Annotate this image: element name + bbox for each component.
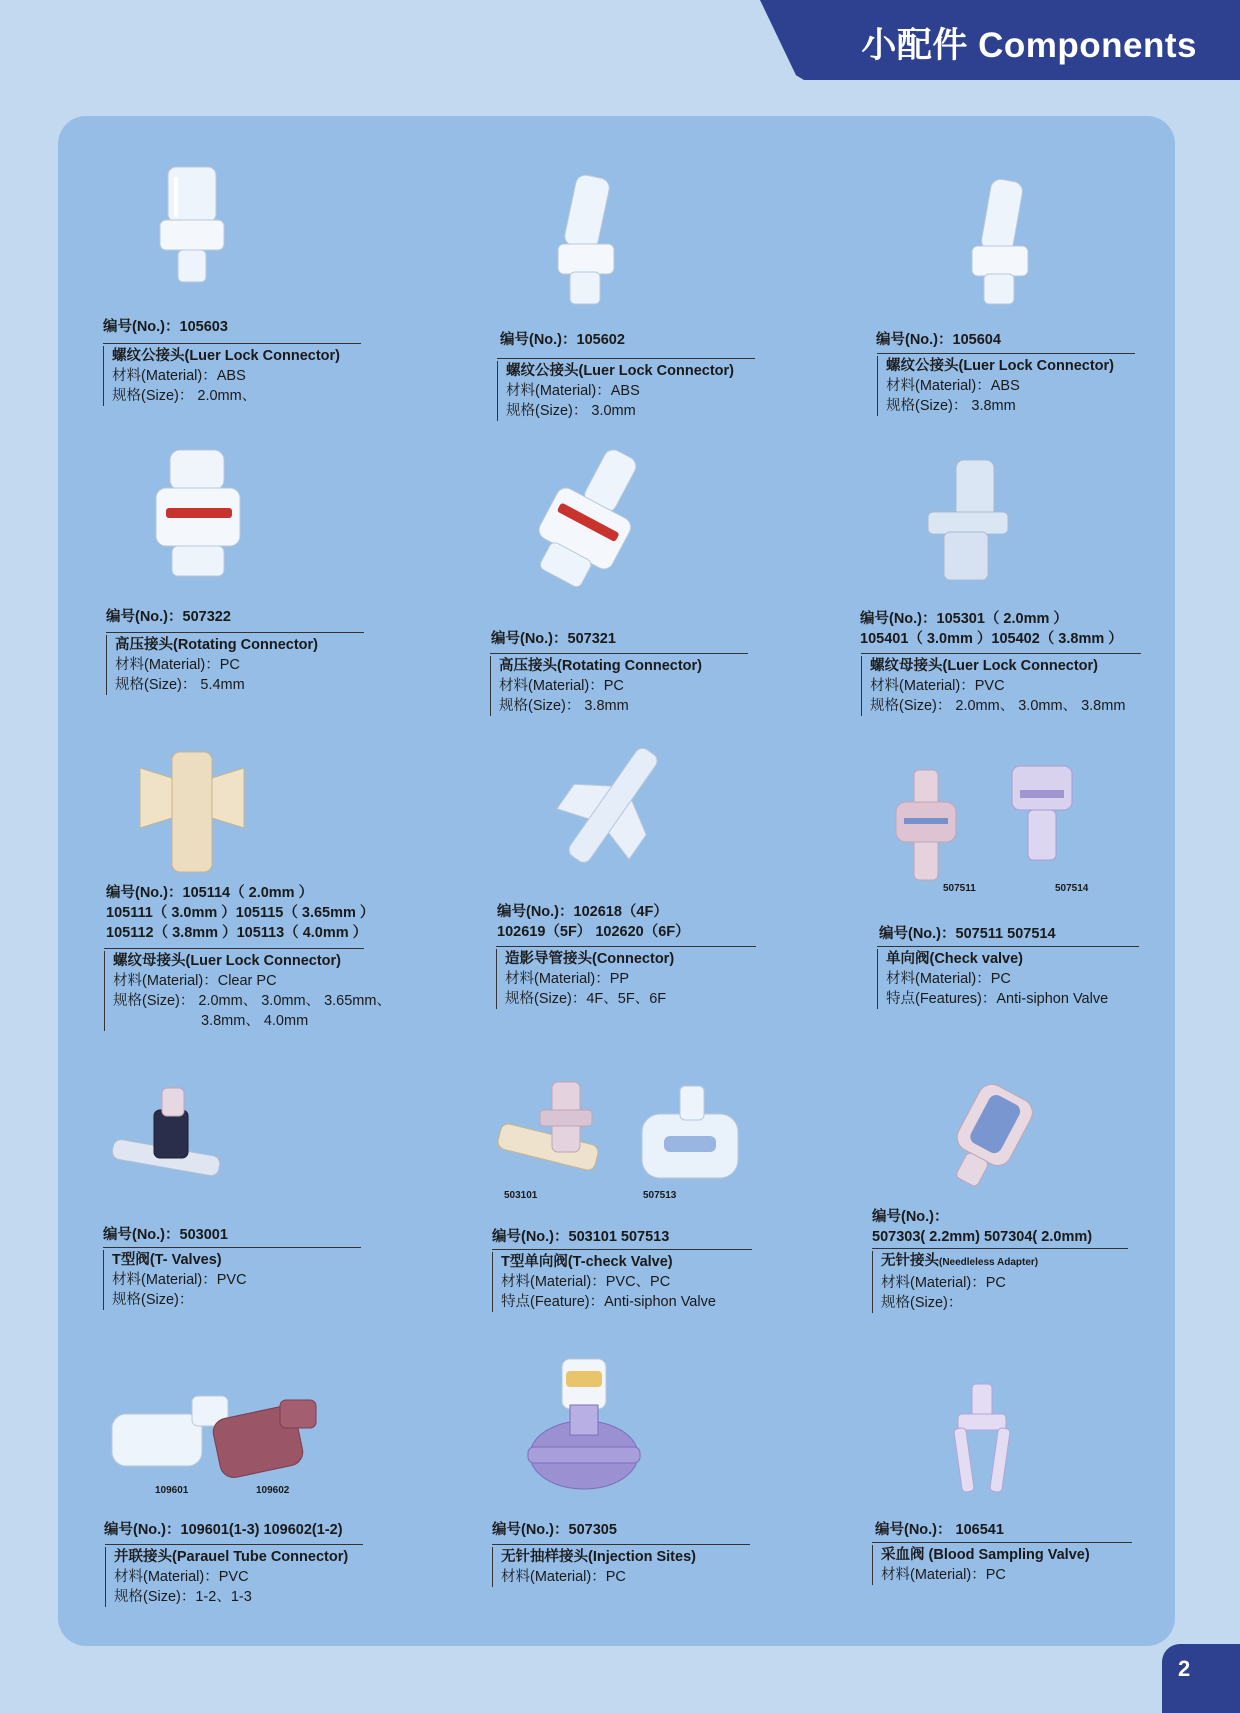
product-size-continued: 3.8mm、 4.0mm [201,1013,309,1029]
product-name: 螺纹公接头(Luer Lock Connector) [506,363,734,379]
product-material: 材料(Material)：PVC、PC [501,1274,671,1290]
product-material: 材料(Material)：PC [881,1275,1006,1291]
product-material: 材料(Material)：PC [499,678,624,694]
product-code: 102619（5F） 102620（6F） [497,924,690,940]
t-check-valve-image [492,1078,752,1208]
product-code: 编号(No.)：503001 [103,1227,228,1243]
product-name: 螺纹母接头(Luer Lock Connector) [870,658,1098,674]
product-name: 并联接头(Parauel Tube Connector) [114,1549,349,1565]
product-code: 编号(No.)： [872,1209,949,1225]
variant-label: 507511 [943,883,976,894]
product-size: 规格(Size)： 2.0mm、 3.0mm、 3.65mm、 [113,993,391,1009]
product-features: 特点(Features)：Anti-siphon Valve [886,991,1109,1007]
luer-lock-male-connector-image [540,172,630,312]
product-code: 编号(No.)：102618（4F） [497,904,668,920]
product-size: 规格(Size)： 3.8mm [499,698,629,714]
product-info [492,1547,696,1587]
product-material: 材料(Material)：Clear PC [113,973,277,989]
product-codes [500,330,625,350]
product-material: 材料(Material)：PC [115,657,240,673]
product-size: 规格(Size)：1-2、1-3 [114,1589,252,1605]
product-name: 高压接头(Rotating Connector) [499,658,702,674]
product-info [103,1250,247,1310]
product-name: 无针抽样接头(Injection Sites) [501,1549,696,1565]
product-material: 材料(Material)：PVC [112,1272,247,1288]
product-name: 螺纹公接头(Luer Lock Connector) [112,348,340,364]
luer-lock-female-connector-image [132,748,252,878]
product-codes [875,1520,1004,1540]
product-codes [872,1207,1092,1247]
check-valve-image [890,760,1080,890]
needleless-adapter-image [930,1076,1050,1196]
parallel-tube-connector-image [106,1390,326,1480]
product-codes [497,902,690,942]
product-info [106,635,318,695]
variant-label: 109602 [256,1485,290,1496]
variant-label: 507513 [643,1190,677,1201]
product-info [105,1547,348,1607]
page-number: 2 [1178,1656,1191,1681]
product-material: 材料(Material)：ABS [886,378,1020,394]
product-codes [104,1520,343,1540]
product-code: 编号(No.)：105602 [500,332,625,348]
product-name: 单向阀(Check valve) [886,951,1023,967]
product-material: 材料(Material)：PC [881,1567,1006,1583]
product-info [496,949,674,1009]
product-info [492,1252,716,1312]
product-name: 高压接头(Rotating Connector) [115,637,318,653]
product-size: 规格(Size)： 3.8mm [886,398,1016,414]
product-code: 105111（ 3.0mm ）105115（ 3.65mm ） [106,905,375,921]
product-info [861,656,1125,716]
product-code: 编号(No.)：503101 507513 [492,1229,670,1245]
luer-lock-male-connector-image [138,162,248,292]
catheter-connector-image [546,740,676,880]
product-info [490,656,702,716]
product-name: 无针接头(Needleless Adapter) [881,1253,1039,1269]
product-codes [492,1227,669,1247]
page-title: 小配件 Components [861,26,1197,65]
variant-label: 503101 [504,1190,538,1201]
product-code: 编号(No.)：507321 [491,631,616,647]
luer-lock-female-connector-image [910,456,1020,586]
product-codes [492,1520,617,1540]
product-code: 编号(No.)：507305 [492,1522,617,1538]
product-code: 编号(No.)：105301（ 2.0mm ） [860,611,1068,627]
product-info [872,1545,1090,1585]
rotating-connector-image [140,446,260,586]
product-name: 螺纹母接头(Luer Lock Connector) [113,953,341,969]
product-material: 材料(Material)：PC [501,1569,626,1585]
product-info [872,1251,1038,1313]
t-valve-image [108,1084,228,1204]
product-material: 材料(Material)：PP [505,971,630,987]
product-info [104,951,391,1031]
product-codes [876,330,1001,350]
product-info [877,949,1108,1009]
product-codes [879,924,1056,944]
product-code: 105112（ 3.8mm ）105113（ 4.0mm ） [106,925,368,941]
product-size: 规格(Size)： [881,1295,963,1311]
product-size: 规格(Size)： 2.0mm、 [112,388,257,404]
product-code: 编号(No.)：105114（ 2.0mm ） [106,885,314,901]
product-name: T型单向阀(T-check Valve) [501,1254,673,1270]
injection-site-image [524,1355,644,1505]
page-number-tab [1162,1644,1240,1713]
product-material: 材料(Material)：PVC [114,1569,249,1585]
product-size: 规格(Size)： [112,1292,194,1308]
product-codes [860,609,1123,649]
product-material: 材料(Material)：ABS [112,368,246,384]
product-codes [103,1225,228,1245]
blood-sampling-valve-image [942,1380,1022,1500]
product-codes [103,317,228,337]
product-codes [106,607,231,627]
product-size: 规格(Size)：4F、5F、6F [505,991,667,1007]
product-code: 编号(No.)：105604 [876,332,1001,348]
luer-lock-male-connector-image [952,176,1042,311]
product-info [103,346,340,406]
product-material: 材料(Material)：ABS [506,383,640,399]
variant-label: 507514 [1055,883,1089,894]
product-name: 造影导管接头(Connector) [505,951,675,967]
product-size: 规格(Size)： 5.4mm [115,677,245,693]
product-code: 507303( 2.2mm) 507304( 2.0mm) [872,1229,1093,1245]
product-code: 编号(No.)：109601(1-3) 109602(1-2) [104,1522,343,1538]
product-size: 规格(Size)： 3.0mm [506,403,636,419]
variant-label: 109601 [155,1485,189,1496]
product-codes [491,629,616,649]
product-material: 材料(Material)：PVC [870,678,1005,694]
product-size: 规格(Size)： 2.0mm、 3.0mm、 3.8mm [870,698,1126,714]
product-code: 105401（ 3.0mm ）105402（ 3.8mm ） [860,631,1123,647]
product-info [877,356,1114,416]
product-code: 编号(No.)：507322 [106,609,231,625]
product-features: 特点(Feature)：Anti-siphon Valve [501,1294,716,1310]
product-material: 材料(Material)：PC [886,971,1011,987]
product-code: 编号(No.)：507511 507514 [879,926,1056,942]
product-codes [106,883,374,943]
product-name: 螺纹公接头(Luer Lock Connector) [886,358,1114,374]
product-code: 编号(No.)：105603 [103,319,228,335]
rotating-connector-image [510,446,670,596]
product-code: 编号(No.)： 106541 [875,1522,1004,1538]
product-name: 采血阀 (Blood Sampling Valve) [881,1547,1090,1563]
product-name: T型阀(T- Valves) [112,1252,222,1268]
product-info [497,361,734,421]
